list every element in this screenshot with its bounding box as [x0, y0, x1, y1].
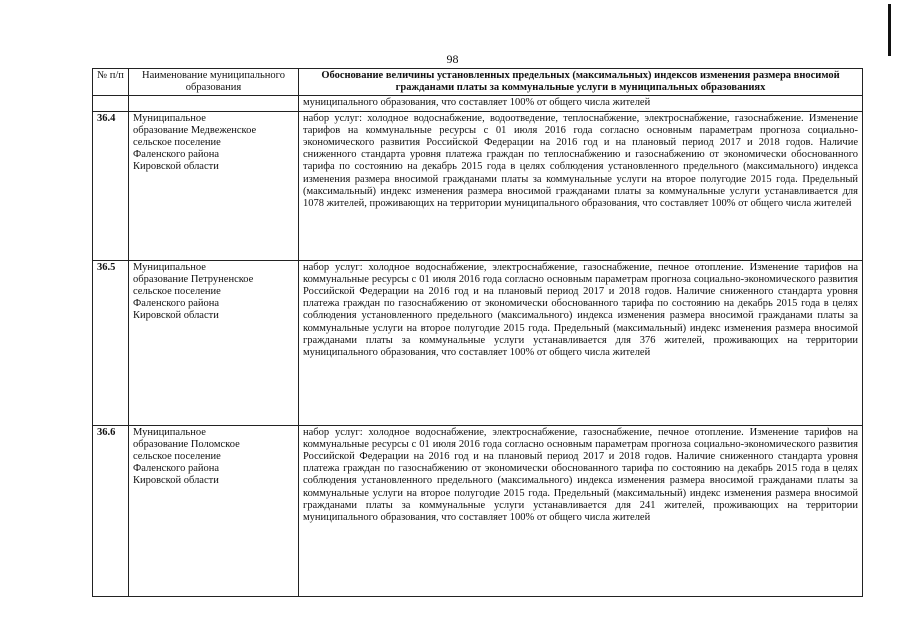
row-num: 36.4 [93, 111, 129, 260]
row-municipality-name: Муниципальное образование Медвеженское сельское поселение Фаленского района Кировской области [129, 111, 299, 260]
table-row [93, 260, 863, 425]
scan-edge-mark [888, 4, 891, 56]
table-row [93, 425, 863, 596]
row-description: набор услуг: холодное водоснабжение, электроснабжение, газоснабжение, печное отопление. Изменение тарифов на коммунальные ресурсы с 01 июля 2016 года согласно основным параметрам прогноза социально-экономического развития Российской Федерации на 2016 год и на плановый период 2017 и 2018 годов. Наличие сниженного стандарта уровня платежа граждан по газоснабжению от экономически обоснованного тарифа по состоянию на декабрь 2015 года в целях соблюдения установленного предельного (максимального) индекса изменения размера вносимой гражданами платы за коммунальные услуги на второе полугодие 2015 года. Предельный (максимальный) индекс изменения размера вносимой гражданами платы за коммунальные услуги устанавливается для 241 жителей, проживающих на территории муниципального образования, что составляет 100% от общего числа жителей [299, 425, 863, 596]
continuation-row [93, 96, 863, 111]
page-number: 98 [446, 52, 459, 66]
row-num: 36.6 [93, 425, 129, 596]
table-row [93, 111, 863, 260]
row-num: 36.5 [93, 260, 129, 425]
continuation-text: муниципального образования, что составляет 100% от общего числа жителей [299, 96, 863, 111]
header-num: № п/п [93, 69, 129, 96]
row-municipality-name: Муниципальное образование Поломское сельское поселение Фаленского района Кировской области [129, 425, 299, 596]
continuation-num-cell [93, 96, 129, 111]
header-name: Наименование муниципального образования [129, 69, 299, 96]
row-description: набор услуг: холодное водоснабжение, водоотведение, теплоснабжение, электроснабжение, газоснабжение. Изменение тарифов на коммунальные ресурсы с 01 июля 2016 года согласно основным параметрам прогноза социально-экономического развития Российской Федерации на 2016 год и на плановый период 2017 и 2018 годов. Наличие сниженного стандарта уровня платежа граждан по теплоснабжению и газоснабжению от экономически обоснованного тарифа по состоянию на декабрь 2015 года в целях соблюдения установленного предельного (максимального) индекса изменения размера вносимой гражданами платы за коммунальные услуги на второе полугодие 2015 года. Предельный (максимальный) индекс изменения размера вносимой гражданами платы за коммунальные услуги устанавливается для 1078 жителей, проживающих на территории муниципального образования, что составляет 100% от общего числа жителей [299, 111, 863, 260]
table-header-row [93, 69, 863, 96]
tariff-index-table [92, 68, 863, 597]
row-description: набор услуг: холодное водоснабжение, электроснабжение, газоснабжение, печное отопление. Изменение тарифов на коммунальные ресурсы с 01 июля 2016 года согласно основным параметрам прогноза социально-экономического развития Российской Федерации на 2016 год и на плановый период 2017 и 2018 годов. Наличие сниженного стандарта уровня платежа граждан по газоснабжению от экономически обоснованного тарифа по состоянию на декабрь 2015 года в целях соблюдения установленного предельного (максимального) индекса изменения размера вносимой гражданами платы за коммунальные услуги на второе полугодие 2015 года. Предельный (максимальный) индекс изменения размера вносимой гражданами платы за коммунальные услуги устанавливается для 376 жителей, проживающих на территории муниципального образования, что составляет 100% от общего числа жителей [299, 260, 863, 425]
header-description: Обоснование величины установленных предельных (максимальных) индексов изменения размера вносимой гражданами платы за коммунальные услуги в муниципальных образованиях [299, 69, 863, 96]
row-municipality-name: Муниципальное образование Петруненское сельское поселение Фаленского района Кировской области [129, 260, 299, 425]
continuation-name-cell [129, 96, 299, 111]
